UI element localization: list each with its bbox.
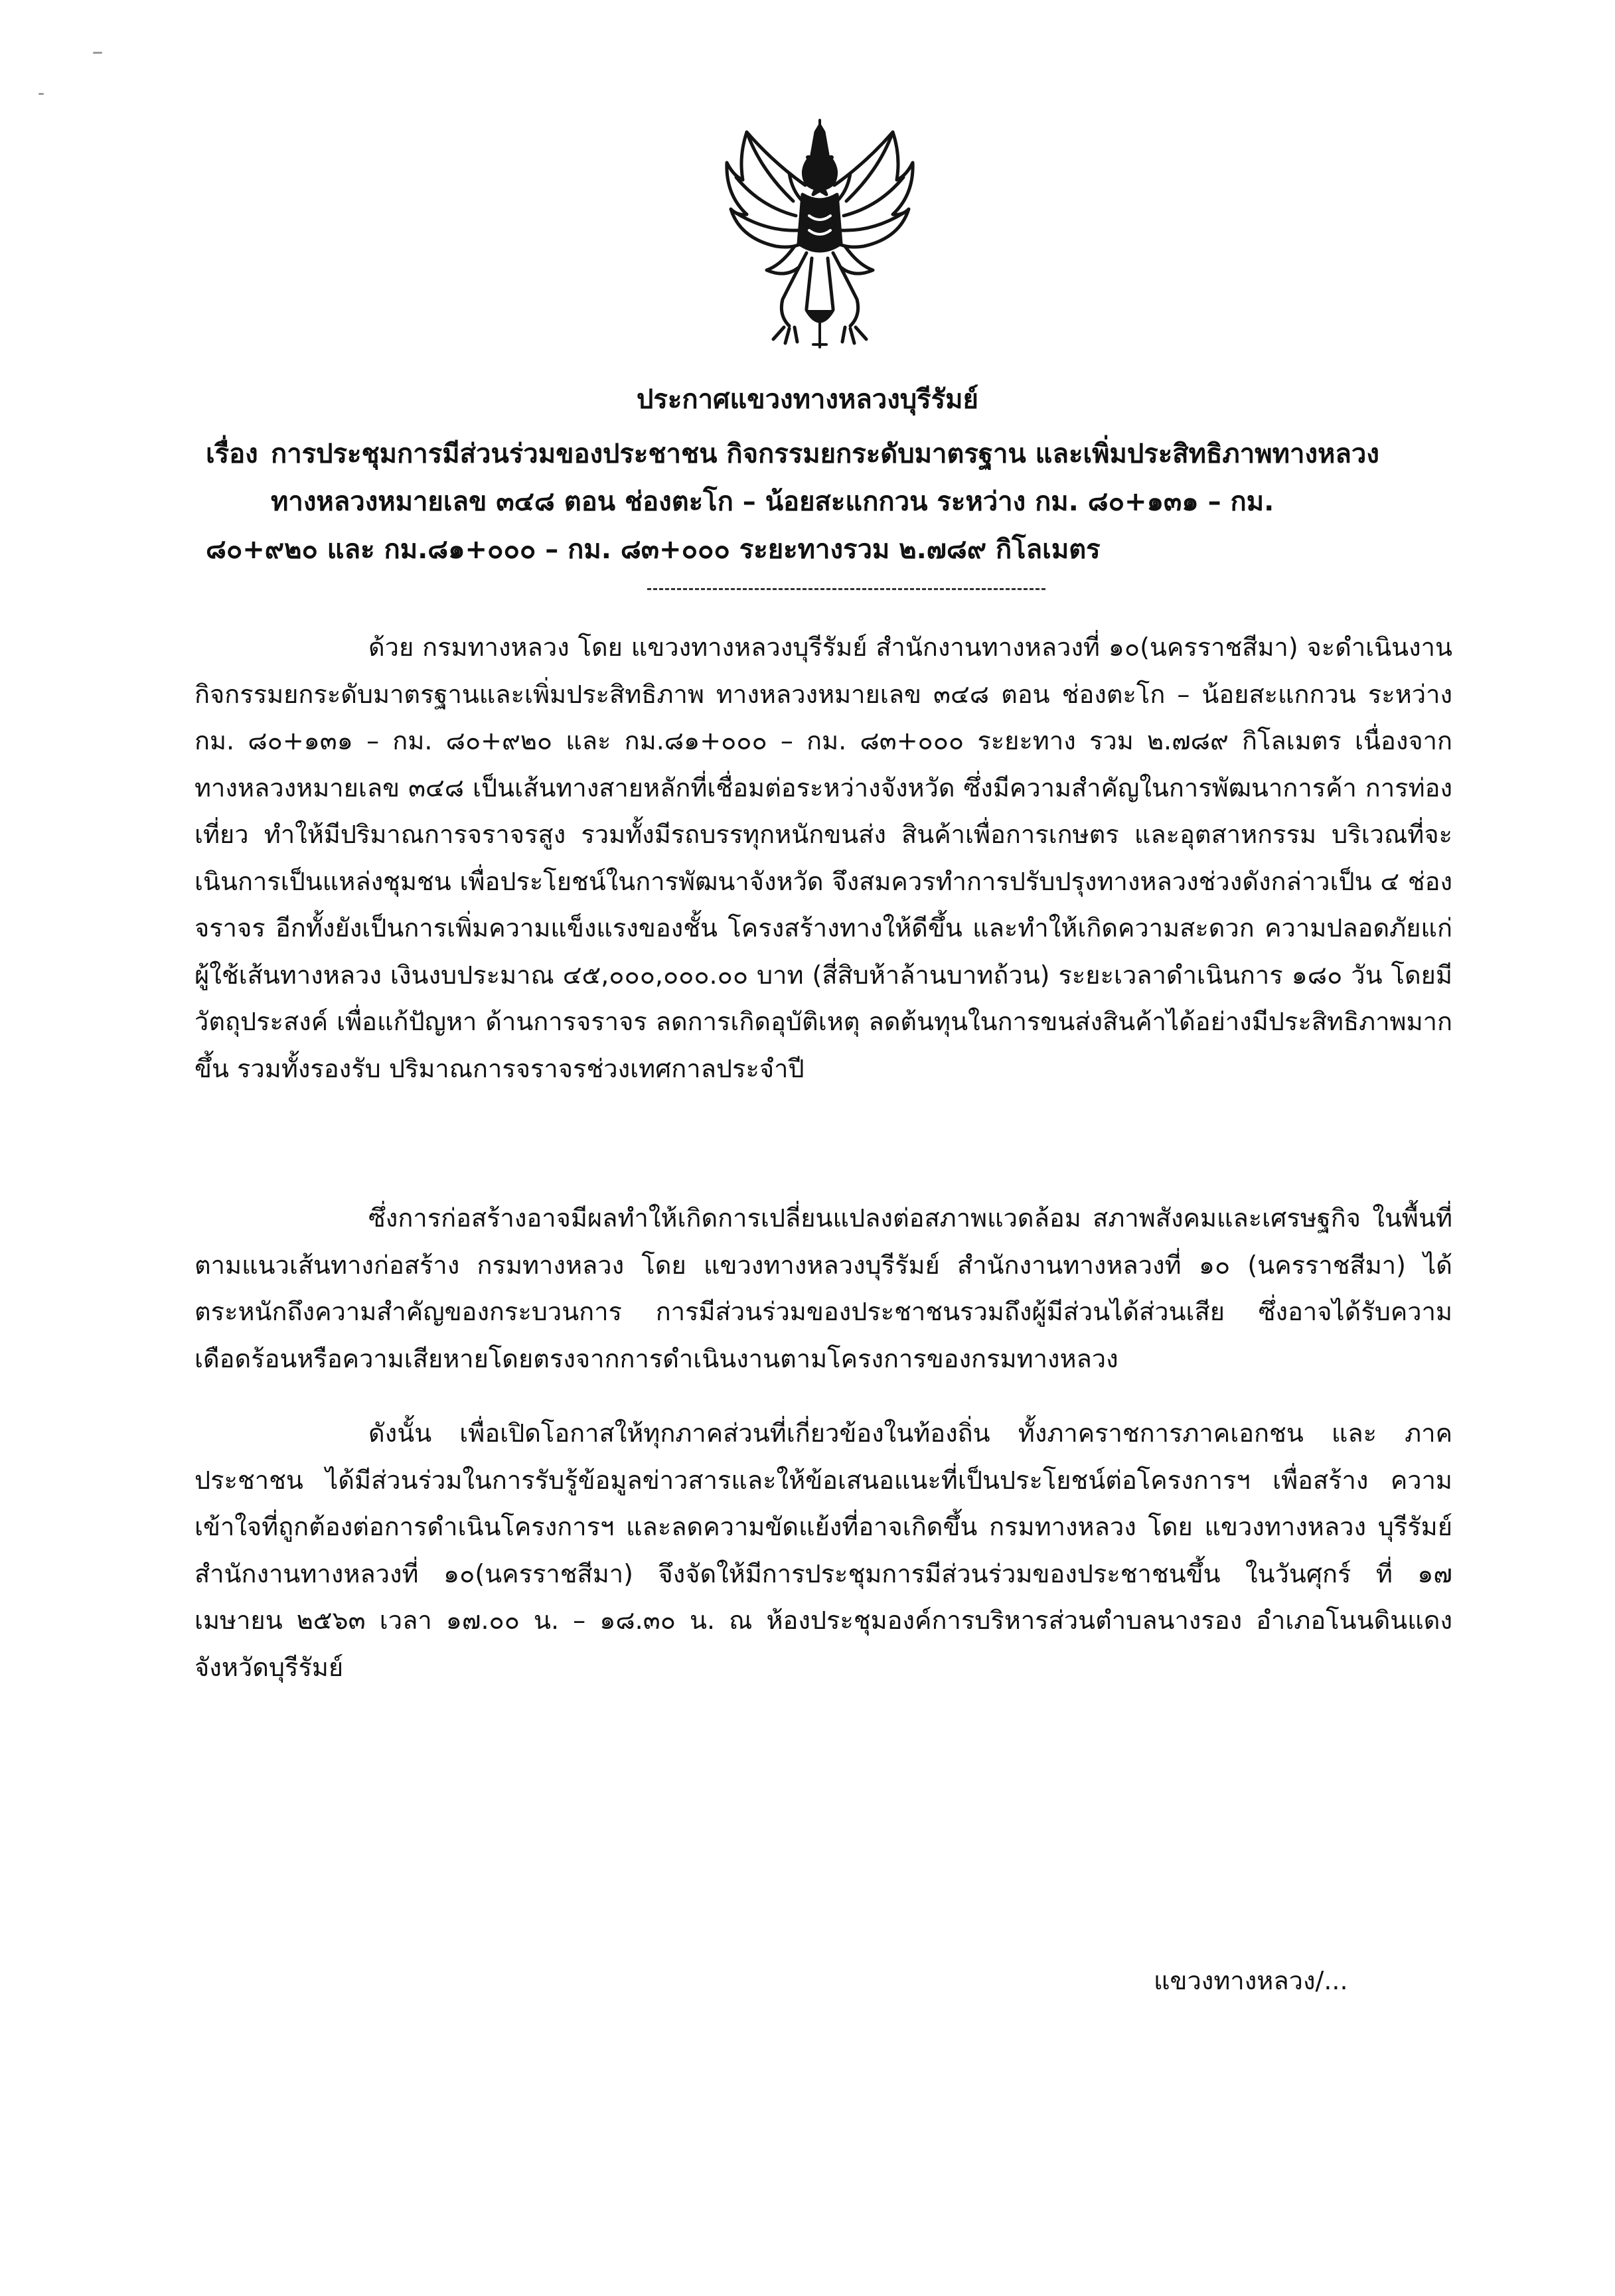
body-paragraph: ซึ่งการก่อสร้างอาจมีผลทำให้เกิดการเปลี่ยนแปลงต่อสภาพแวดล้อม สภาพสังคมและเศรษฐกิจ ในพื้นที่ตามแนวเส้นทางก่อสร้าง กรมทางหลวง โดย แขวงทางหลวงบุรีรัมย์ สำนักงานทางหลวงที่ ๑๐ (นครราชสีมา) ได้ตระหนักถึงความสำคัญของกระบวนการ การมีส่วนร่วมของประชาชนรวมถึงผู้มีส่วนได้ส่วนเสีย ซึ่งอาจได้รับความเดือดร้อนหรือความเสียหายโดยตรงจากการดำเนินงานตามโครงการของกรมทางหลวง xyxy=(194,1203,1452,1373)
announcement-heading: ประกาศแขวงทางหลวงบุรีรัมย์ xyxy=(637,384,978,415)
subject-line: การประชุมการมีส่วนร่วมของประชาชน กิจกรรมยกระดับมาตรฐาน และเพิ่มประสิทธิภาพทางหลวง xyxy=(271,439,1379,469)
body-paragraph: ด้วย กรมทางหลวง โดย แขวงทางหลวงบุรีรัมย์ สำนักงานทางหลวงที่ ๑๐(นครราชสีมา) จะดำเนินงานกิจกรรมยกระดับมาตรฐานและเพิ่มประสิทธิภาพ ทางหลวงหมายเลข ๓๔๘ ตอน ช่องตะโก – น้อยสะแกกวน ระหว่าง กม. ๘๐+๑๓๑ – กม. ๘๐+๙๒๐ และ กม.๘๑+๐๐๐ – กม. ๘๓+๐๐๐ ระยะทาง รวม ๒.๗๘๙ กิโลเมตร เนื่องจากทางหลวงหมายเลข ๓๔๘ เป็นเส้นทางสายหลักที่เชื่อมต่อระหว่างจังหวัด ซึ่งมีความสำคัญในการพัฒนาการค้า การท่องเที่ยว ทำให้มีปริมาณการจราจรสูง รวมทั้งมีรถบรรทุกหนักขนส่ง สินค้าเพื่อการเกษตร และอุตสาหกรรม บริเวณที่จะเนินการเป็นแหล่งชุมชน เพื่อประโยชน์ในการพัฒนาจังหวัด จึงสมควรทำการปรับปรุงทางหลวงช่วงดังกล่าวเป็น ๔ ช่องจราจร อีกทั้งยังเป็นการเพิ่มความแข็งแรงของชั้น โครงสร้างทางให้ดีขึ้น และทำให้เกิดความสะดวก ความปลอดภัยแก่ผู้ใช้เส้นทางหลวง เงินงบประมาณ ๔๕,๐๐๐,๐๐๐.๐๐ บาท (สี่สิบห้าล้านบาทถ้วน) ระยะเวลาดำเนินการ ๑๘๐ วัน โดยมีวัตถุประสงค์ เพื่อแก้ปัญหา ด้านการจราจร ลดการเกิดอุบัติเหตุ ลดต้นทุนในการขนส่งสินค้าได้อย่างมีประสิทธิภาพมากขึ้น รวมทั้งรองรับ ปริมาณการจราจรช่วงเทศกาลประจำปี xyxy=(194,633,1452,1083)
scan-speck xyxy=(38,93,44,95)
body-paragraph: ดังนั้น เพื่อเปิดโอกาสให้ทุกภาคส่วนที่เกี่ยวข้องในท้องถิ่น ทั้งภาคราชการภาคเอกชน และ ภาคประชาชน ได้มีส่วนร่วมในการรับรู้ข้อมูลข่าวสารและให้ข้อเสนอแนะที่เป็นประโยชน์ต่อโครงการฯ เพื่อสร้าง ความเข้าใจที่ถูกต้องต่อการดำเนินโครงการฯ และลดความขัดแย้งที่อาจเกิดขึ้น กรมทางหลวง โดย แขวงทางหลวง บุรีรัมย์ สำนักงานทางหลวงที่ ๑๐(นครราชสีมา) จึงจัดให้มีการประชุมการมีส่วนร่วมของประชาชนขึ้น ในวันศุกร์ ที่ ๑๗ เมษายน ๒๕๖๓ เวลา ๑๗.๐๐ น. – ๑๘.๓๐ น. ณ ห้องประชุมองค์การบริหารส่วนตำบลนางรอง อำเภอโนนดินแดง จังหวัดบุรีรัมย์ xyxy=(194,1418,1452,1682)
subject-label: เรื่อง xyxy=(206,439,258,469)
garuda-emblem-icon xyxy=(720,116,919,355)
dashed-divider xyxy=(647,588,1045,590)
subject-line: ๘๐+๙๒๐ และ กม.๘๑+๐๐๐ – กม. ๘๓+๐๐๐ ระยะทางรวม ๒.๗๘๙ กิโลเมตร xyxy=(206,534,1101,565)
subject-line: ทางหลวงหมายเลข ๓๔๘ ตอน ช่องตะโก – น้อยสะแกกวน ระหว่าง กม. ๘๐+๑๓๑ – กม. xyxy=(271,487,1274,517)
page-continuation-note: แขวงทางหลวง/... xyxy=(1154,1966,1348,1995)
scan-speck xyxy=(93,52,102,54)
